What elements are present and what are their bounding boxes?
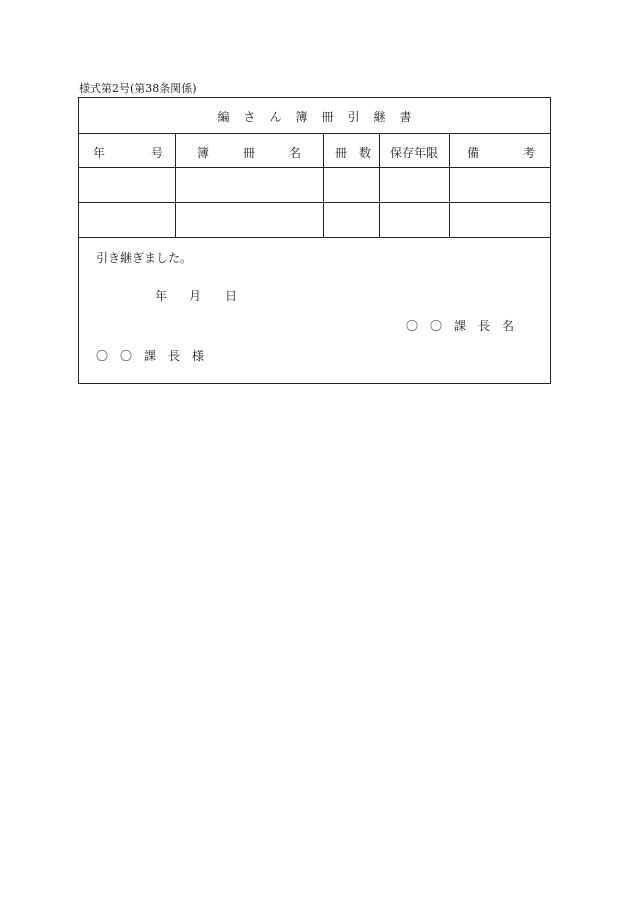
column-divider bbox=[323, 133, 324, 238]
header-book-name bbox=[197, 144, 301, 161]
header-count: 冊 数 bbox=[335, 146, 372, 160]
header-number: 号 bbox=[150, 146, 163, 160]
form-title: 編さん簿冊引継書 bbox=[217, 110, 426, 124]
title-row bbox=[79, 98, 550, 134]
column-divider bbox=[449, 133, 450, 238]
handover-statement: 引き継ぎました。 bbox=[96, 251, 193, 265]
header-book-1: 簿 bbox=[197, 146, 210, 160]
date-year: 年 bbox=[155, 289, 168, 303]
header-year: 年 bbox=[93, 146, 106, 160]
date-month: 月 bbox=[189, 289, 202, 303]
header-remarks-1: 備 bbox=[467, 146, 480, 160]
column-divider bbox=[175, 133, 176, 238]
table-row bbox=[79, 202, 550, 238]
header-remarks bbox=[467, 144, 535, 161]
header-book-2: 冊 bbox=[242, 146, 255, 160]
handover-form bbox=[78, 97, 551, 384]
form-caption: 様式第2号(第38条関係) bbox=[79, 82, 197, 95]
header-book-3: 名 bbox=[288, 146, 301, 160]
recipient-section-chief: 〇 〇 課 長 様 bbox=[96, 349, 205, 363]
header-year-number bbox=[93, 144, 163, 161]
sender-section-chief: 〇 〇 課 長 名 bbox=[406, 319, 515, 333]
table-row bbox=[79, 167, 550, 203]
header-remarks-2: 考 bbox=[522, 146, 535, 160]
header-retention: 保存年限 bbox=[390, 146, 439, 160]
column-divider bbox=[379, 133, 380, 238]
date-day: 日 bbox=[225, 289, 238, 303]
